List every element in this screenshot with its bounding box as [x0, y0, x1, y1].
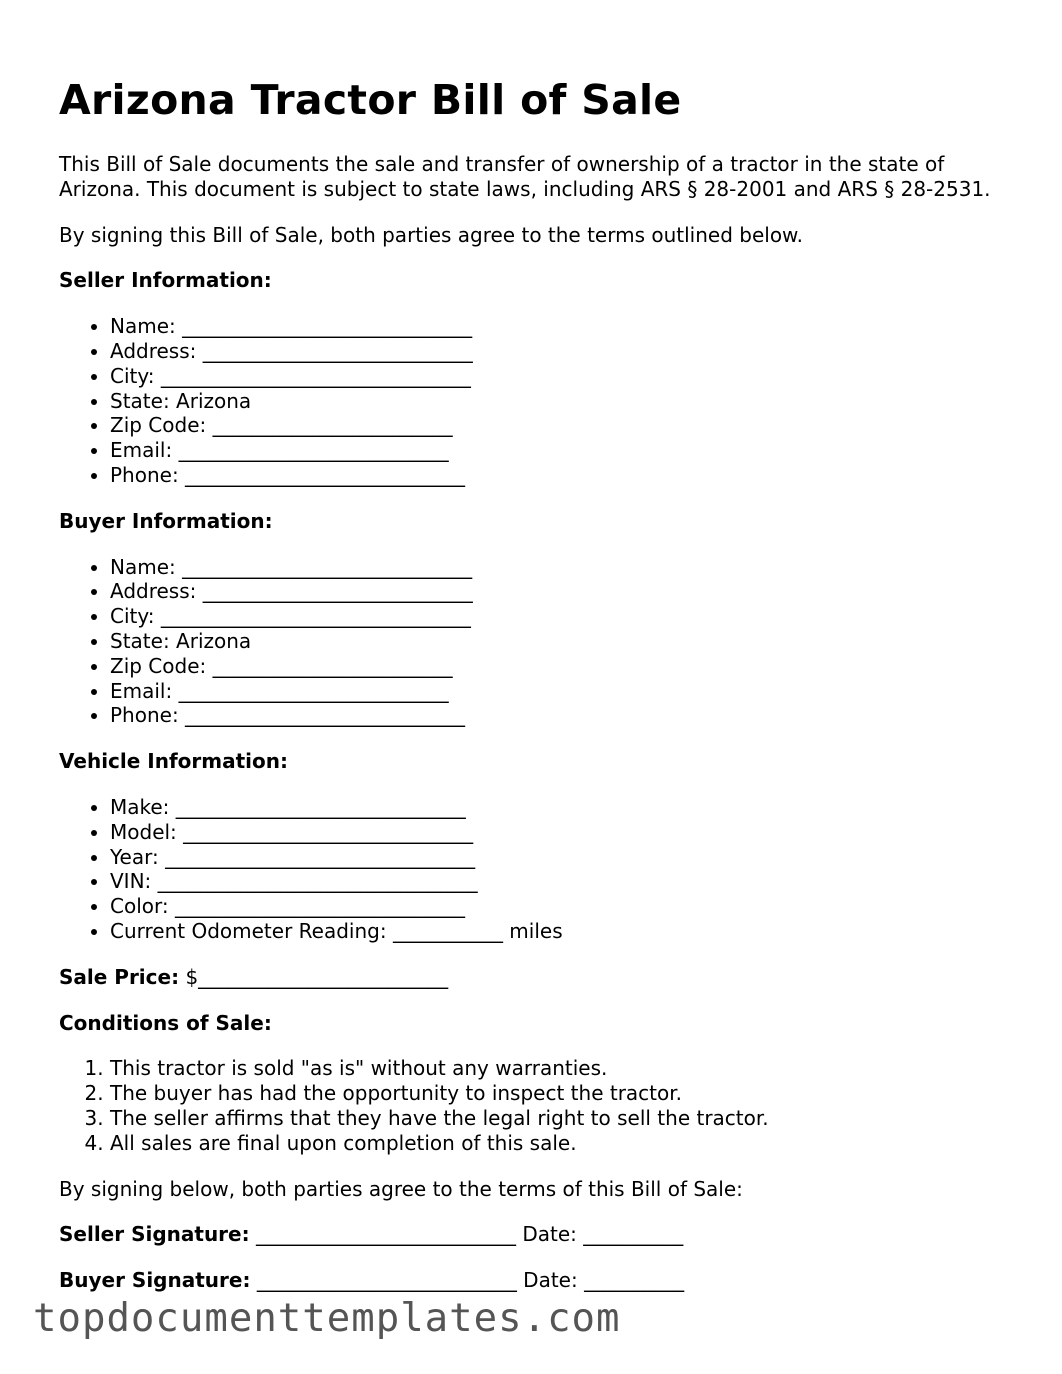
seller-email-field: • Email: ___________________________: [110, 438, 999, 463]
conditions-list: [59, 1056, 999, 1155]
conditions-heading: Conditions of Sale:: [59, 1010, 272, 1035]
buyer-field-list: [59, 555, 999, 729]
vehicle-model-field: • Model: _____________________________: [110, 820, 999, 845]
sale-price-line: [59, 965, 999, 990]
sale-price-value: $_________________________: [185, 964, 449, 989]
seller-state-field: • State: Arizona: [110, 389, 999, 414]
seller-signature-line: [59, 1222, 999, 1247]
condition-item: 2. The buyer has had the opportunity to inspect the tractor.: [110, 1081, 999, 1106]
vehicle-vin-field: • VIN: ________________________________: [110, 869, 999, 894]
agreement-paragraph: By signing this Bill of Sale, both parties agree to the terms outlined below.: [59, 222, 803, 247]
watermark: topdocumenttemplates.com: [33, 1296, 621, 1341]
seller-name-field: • Name: _____________________________: [110, 314, 999, 339]
intro-paragraph: This Bill of Sale documents the sale and transfer of ownership of a tractor in the state of Arizona. This document is subject to state laws, including ARS § 28-2001 and ARS § 28-2531.: [59, 152, 991, 201]
buyer-city-field: • City: _______________________________: [110, 604, 999, 629]
buyer-signature-label: Buyer Signature:: [59, 1268, 251, 1293]
seller-phone-field: • Phone: ____________________________: [110, 463, 999, 488]
seller-heading: Seller Information:: [59, 268, 272, 293]
seller-field-list: [59, 314, 999, 488]
buyer-name-field: • Name: _____________________________: [110, 555, 999, 580]
vehicle-odometer-field: • Current Odometer Reading: ___________ miles: [110, 919, 999, 944]
buyer-heading: Buyer Information:: [59, 508, 273, 533]
seller-address-field: • Address: ___________________________: [110, 339, 999, 364]
buyer-email-field: • Email: ___________________________: [110, 679, 999, 704]
vehicle-year-field: • Year: _______________________________: [110, 845, 999, 870]
buyer-address-field: • Address: ___________________________: [110, 579, 999, 604]
buyer-phone-field: • Phone: ____________________________: [110, 703, 999, 728]
sale-price-label: Sale Price:: [59, 964, 180, 989]
condition-item: 1. This tractor is sold "as is" without any warranties.: [110, 1056, 999, 1081]
page-title: Arizona Tractor Bill of Sale: [59, 76, 682, 124]
buyer-state-field: • State: Arizona: [110, 629, 999, 654]
buyer-signature-line: [59, 1268, 999, 1293]
document-page: [59, 72, 999, 1314]
vehicle-color-field: • Color: _____________________________: [110, 894, 999, 919]
buyer-zip-field: • Zip Code: ________________________: [110, 654, 999, 679]
seller-signature-blank: __________________________ Date: __________: [255, 1222, 684, 1247]
condition-item: 4. All sales are final upon completion of this sale.: [110, 1131, 999, 1156]
vehicle-make-field: • Make: _____________________________: [110, 795, 999, 820]
condition-item: 3. The seller affirms that they have the legal right to sell the tractor.: [110, 1106, 999, 1131]
buyer-signature-blank: __________________________ Date: __________: [256, 1268, 685, 1293]
signing-statement: By signing below, both parties agree to the terms of this Bill of Sale:: [59, 1176, 743, 1201]
seller-city-field: • City: _______________________________: [110, 364, 999, 389]
vehicle-heading: Vehicle Information:: [59, 749, 288, 774]
vehicle-field-list: [59, 795, 999, 944]
seller-signature-label: Seller Signature:: [59, 1222, 250, 1247]
seller-zip-field: • Zip Code: ________________________: [110, 413, 999, 438]
